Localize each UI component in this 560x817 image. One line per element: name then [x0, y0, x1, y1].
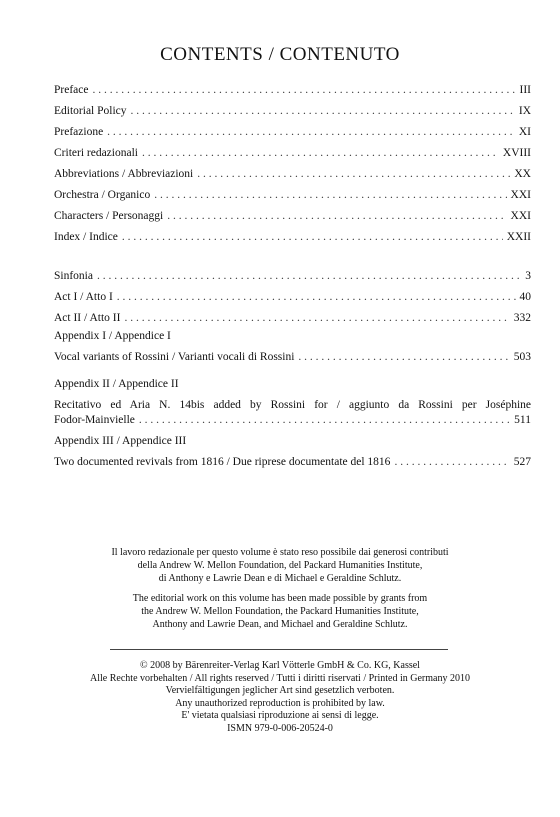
appendix-1-heading: Appendix I / Appendice I	[54, 330, 171, 342]
copyright-line: Any unauthorized reproduction is prohibited by law.	[175, 697, 385, 709]
funding-line: the Andrew W. Mellon Foundation, the Packard Humanities Institute,	[141, 606, 419, 617]
dot-leader	[122, 231, 503, 243]
toc-entry-act-2[interactable]	[54, 312, 531, 328]
toc-entry-sinfonia[interactable]	[54, 270, 531, 286]
toc-entry-page: 511	[514, 414, 531, 426]
dot-leader	[131, 105, 515, 117]
copyright-block	[0, 660, 560, 735]
toc-entry-appendix-1[interactable]	[54, 351, 531, 367]
toc-entry-page: XVIII	[502, 147, 531, 159]
appendix-3-heading: Appendix III / Appendice III	[54, 435, 187, 447]
dot-leader	[154, 189, 506, 201]
dot-leader	[92, 84, 515, 96]
toc-entry-abbreviations[interactable]	[54, 168, 531, 184]
toc-entry-orchestra[interactable]	[54, 189, 531, 205]
toc-entry-index[interactable]	[54, 231, 531, 247]
toc-entry-label: Characters / Personaggi	[54, 210, 164, 222]
toc-entry-criteri-redazionali[interactable]	[54, 147, 531, 163]
copyright-line: Vervielfältigungen jeglicher Art sind gesetzlich verboten.	[165, 685, 395, 696]
copyright-line: © 2008 by Bärenreiter-Verlag Karl Vötterle GmbH & Co. KG, Kassel	[140, 660, 420, 671]
toc-entry-preface[interactable]	[54, 84, 531, 100]
toc-entry-label: Sinfonia	[54, 270, 93, 282]
toc-entry-page: 3	[525, 270, 531, 282]
dot-leader	[167, 210, 506, 222]
toc-entry-label: Preface	[54, 84, 89, 96]
toc-entry-page: 332	[513, 312, 531, 324]
toc-entry-page: XXII	[506, 231, 531, 243]
dot-leader	[97, 270, 521, 282]
toc-entry-label: Prefazione	[54, 126, 104, 138]
toc-entry-label: Index / Indice	[54, 231, 118, 243]
toc-entry-appendix-2[interactable]	[54, 414, 531, 430]
funding-note-italian	[0, 546, 560, 585]
toc-entry-label: Fodor-Mainvielle	[54, 414, 135, 426]
ismn-line: ISMN 979-0-006-20524-0	[227, 722, 333, 734]
toc-entry-characters[interactable]	[54, 210, 531, 226]
divider-rule	[110, 649, 448, 650]
toc-entry-label: Editorial Policy	[54, 105, 127, 117]
toc-entry-label: Abbreviations / Abbreviazioni	[54, 168, 194, 180]
toc-entry-page: 40	[519, 291, 531, 303]
funding-note-english	[0, 592, 560, 631]
appendix-2-heading: Appendix II / Appendice II	[54, 378, 179, 390]
dot-leader	[124, 312, 509, 324]
toc-entry-page: IX	[518, 105, 531, 117]
toc-entry-label: Orchestra / Organico	[54, 189, 151, 201]
dot-leader	[139, 414, 510, 426]
toc-entry-page: XXI	[510, 210, 531, 222]
rights-line: Alle Rechte vorbehalten / All rights reserved / Tutti i diritti riservati / Printed in Germany 2010	[90, 672, 470, 684]
toc-entry-editorial-policy[interactable]	[54, 105, 531, 121]
toc-entry-label: Criteri redazionali	[54, 147, 138, 159]
funding-line: Anthony and Lawrie Dean, and Michael and Geraldine Schlutz.	[152, 619, 408, 630]
dot-leader	[394, 456, 509, 468]
appendix-2-title-line: Recitativo ed Aria N. 14bis added by Rossini for / aggiunto da Rossini per Joséphine	[54, 399, 531, 411]
toc-entry-label: Act I / Atto I	[54, 291, 113, 303]
dot-leader	[142, 147, 499, 159]
funding-line: della Andrew W. Mellon Foundation, del Packard Humanities Institute,	[137, 560, 423, 571]
funding-line: di Anthony e Lawrie Dean e di Michael e Geraldine Schlutz.	[158, 573, 402, 584]
page-title: CONTENTS / CONTENUTO	[160, 44, 400, 65]
toc-entry-page: 527	[513, 456, 531, 468]
dot-leader	[107, 126, 515, 138]
toc-entry-page: XX	[514, 168, 531, 180]
toc-entry-act-1[interactable]	[54, 291, 531, 307]
toc-entry-label: Two documented revivals from 1816 / Due riprese documentate del 1816	[54, 456, 391, 468]
dot-leader	[298, 351, 509, 363]
copyright-line: E' vietata qualsiasi riproduzione ai sensi di legge.	[181, 710, 379, 721]
toc-entry-appendix-3[interactable]	[54, 456, 531, 472]
toc-entry-page: 503	[513, 351, 531, 363]
toc-entry-prefazione[interactable]	[54, 126, 531, 142]
toc-entry-page: XI	[518, 126, 531, 138]
funding-line: Il lavoro redazionale per questo volume è stato reso possibile dai generosi contributi	[111, 547, 449, 558]
dot-leader	[117, 291, 516, 303]
toc-entry-page: XXI	[510, 189, 531, 201]
dot-leader	[197, 168, 510, 180]
toc-entry-label: Act II / Atto II	[54, 312, 121, 324]
toc-entry-page: III	[519, 84, 531, 96]
funding-line: The editorial work on this volume has been made possible by grants from	[132, 593, 428, 604]
toc-entry-label: Vocal variants of Rossini / Varianti vocali di Rossini	[54, 351, 295, 363]
